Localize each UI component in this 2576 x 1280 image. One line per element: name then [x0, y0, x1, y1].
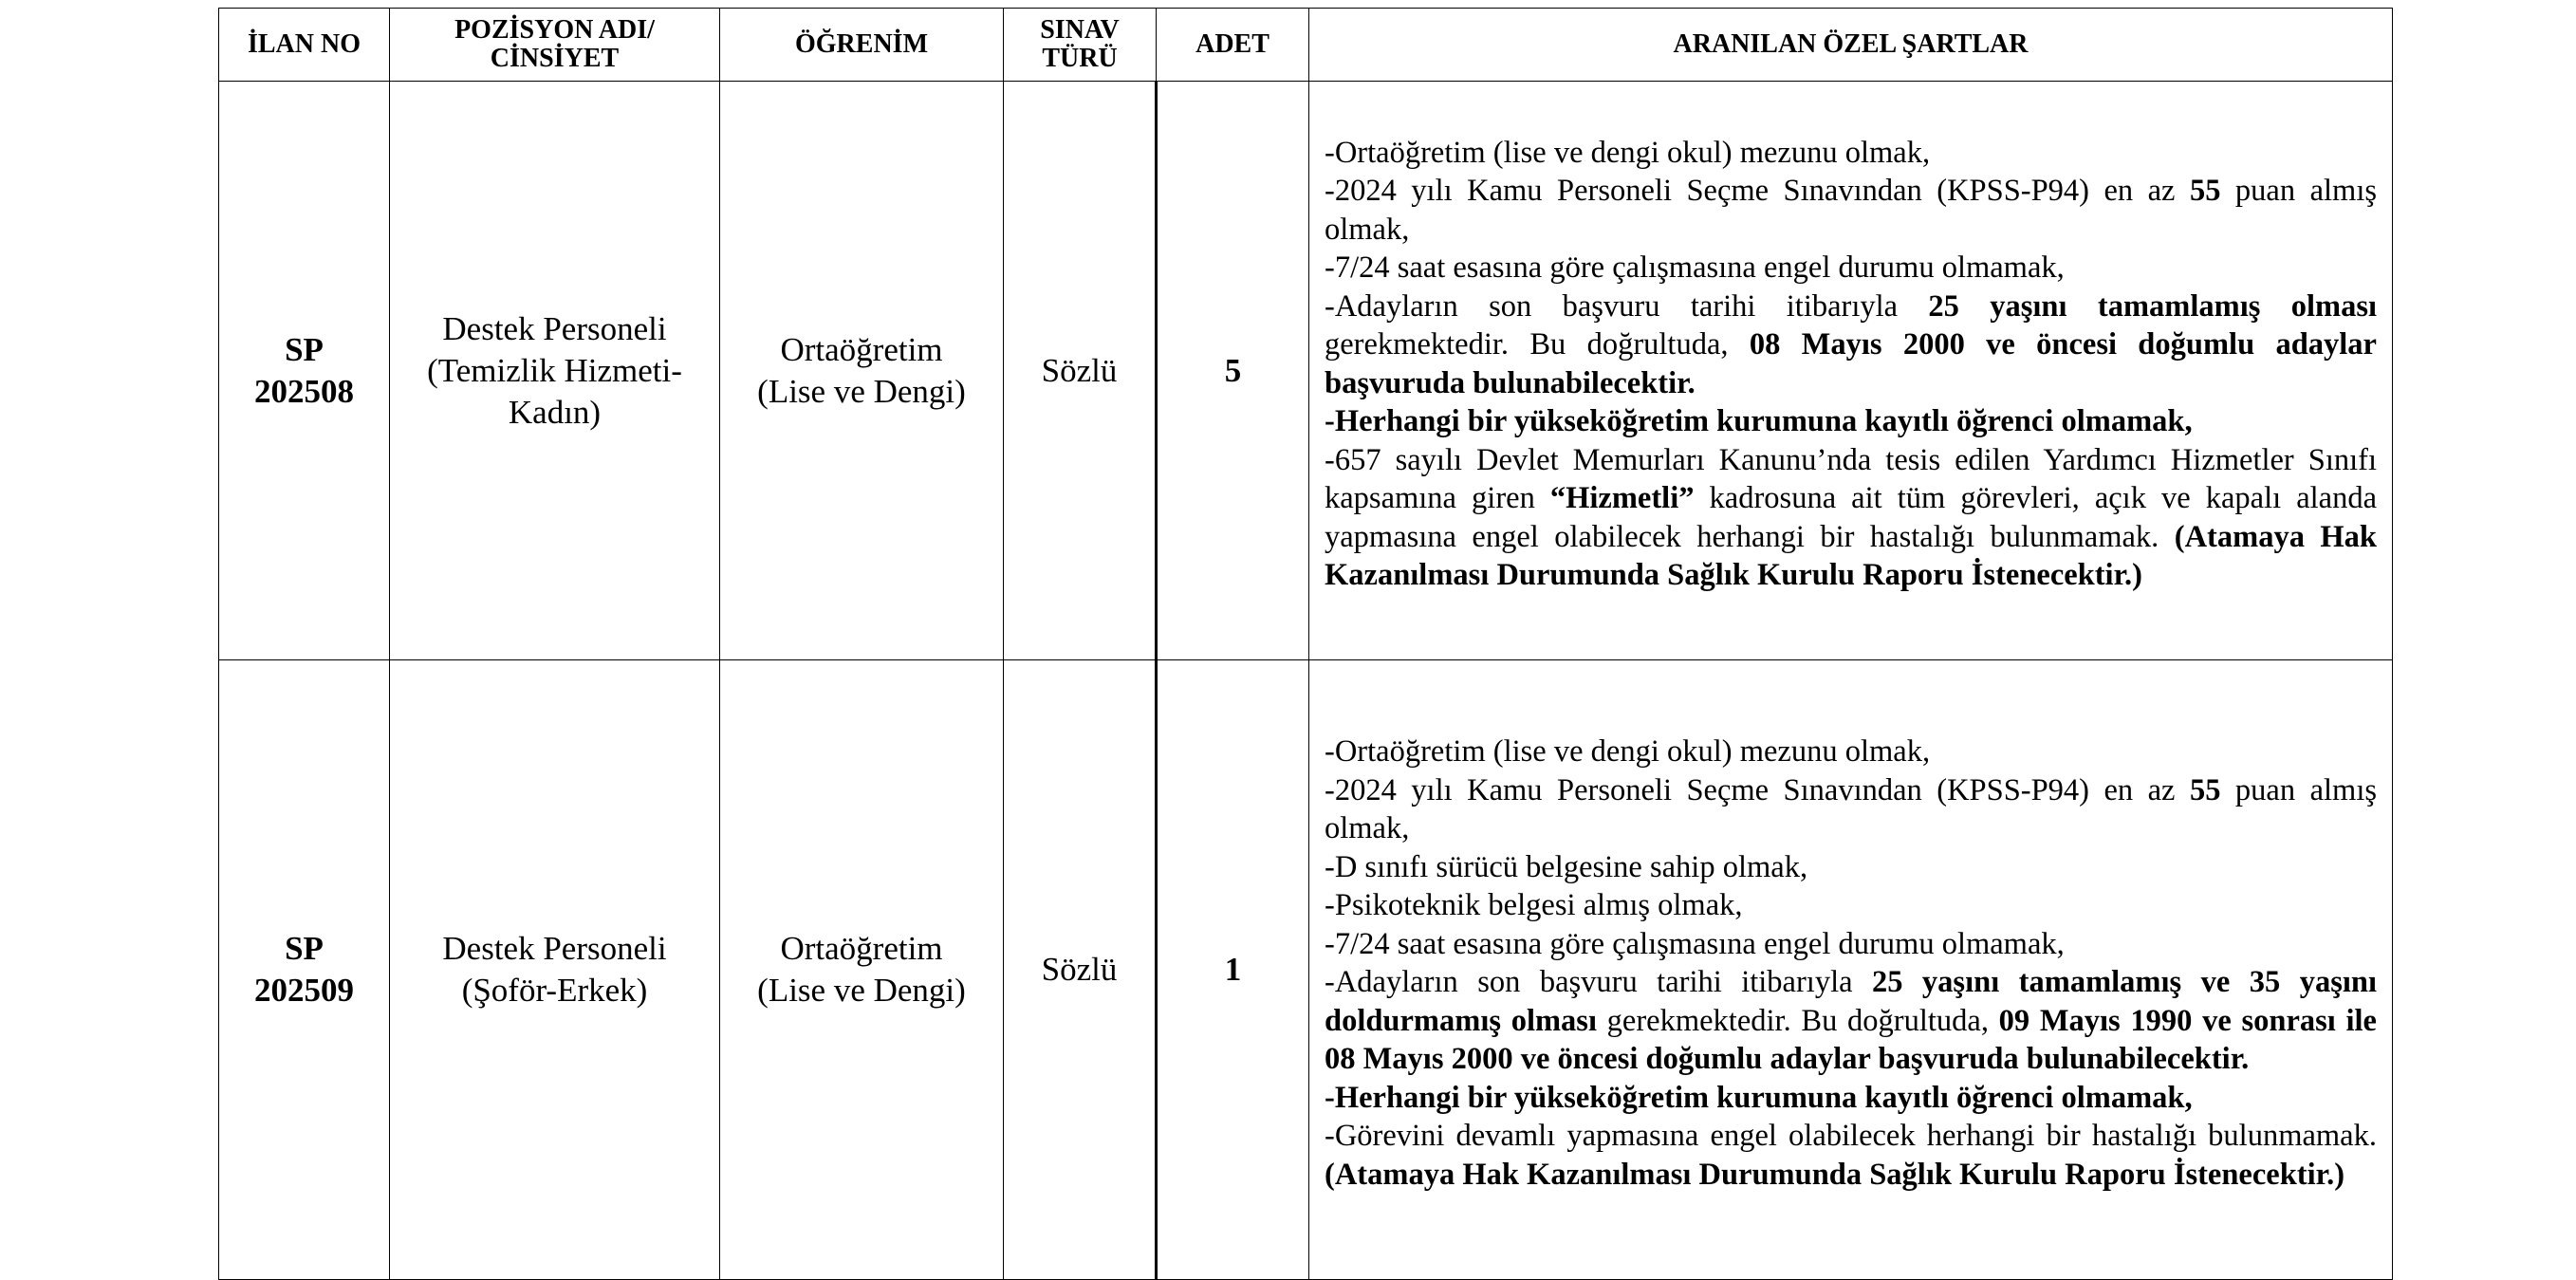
condition-text: -D sınıfı sürücü belgesine sahip olmak,	[1325, 849, 1808, 884]
condition-text: gerekmektedir. Bu doğrultuda,	[1596, 1003, 1999, 1038]
header-ogrenim	[720, 9, 1004, 82]
header-sinav-turu	[1004, 9, 1157, 82]
ogrenim-line1: Ortaöğretim	[780, 330, 943, 368]
condition-item	[1325, 441, 2377, 595]
condition-item	[1325, 733, 2377, 771]
condition-emphasis: 25 yaşını tamamlamış olması	[1928, 288, 2377, 324]
condition-item	[1325, 1117, 2377, 1194]
adet-value: 1	[1224, 951, 1242, 988]
pozisyon-line1: Destek Personeli	[442, 930, 667, 967]
adet-value: 5	[1224, 351, 1242, 389]
job-postings-table	[218, 8, 2393, 1280]
condition-text: -Adayların son başvuru tarihi itibarıyla	[1325, 288, 1929, 324]
table-row	[219, 660, 2393, 1280]
condition-text: -7/24 saat esasına göre çalışmasına engel durumu olmamak,	[1325, 926, 2065, 961]
condition-item	[1325, 848, 2377, 887]
ilan-no-number: 202509	[254, 972, 354, 1009]
condition-text: gerekmektedir. Bu doğrultuda,	[1325, 327, 1750, 362]
condition-item	[1325, 249, 2377, 288]
condition-item	[1325, 771, 2377, 848]
header-ogrenim-label: ÖĞRENİM	[795, 29, 928, 59]
ogrenim-line2: (Lise ve Dengi)	[757, 972, 966, 1009]
condition-text: -Adayların son başvuru tarihi itibarıyla	[1325, 965, 1872, 999]
pozisyon-line2: (Temizlik Hizmeti-	[427, 351, 682, 389]
ilan-no-number: 202508	[254, 372, 354, 410]
condition-emphasis: (Atamaya Hak Kazanılması Durumunda Sağlık Kurulu Raporu İstenecektir.)	[1325, 519, 2378, 592]
sinav-turu-cell	[1004, 660, 1157, 1280]
header-sartlar	[1309, 9, 2393, 82]
adet-cell	[1157, 82, 1309, 660]
condition-emphasis: 55	[2189, 174, 2221, 208]
ilan-no-prefix: SP	[285, 930, 324, 967]
pozisyon-line3: Kadın)	[508, 393, 602, 431]
ilan-no-cell	[219, 82, 390, 660]
header-sartlar-label: ARANILAN ÖZEL ŞARTLAR	[1673, 29, 2029, 59]
condition-emphasis: -Herhangi bir yükseköğretim kurumuna kayıtlı öğrenci olmamak,	[1325, 1080, 2193, 1115]
condition-item	[1325, 288, 2377, 403]
condition-item	[1325, 134, 2377, 173]
condition-text: -Ortaöğretim (lise ve dengi okul) mezunu olmak,	[1325, 135, 1931, 170]
condition-item	[1325, 963, 2377, 1079]
conditions-cell	[1309, 660, 2393, 1280]
pozisyon-cell	[390, 82, 720, 660]
table-header-row	[219, 9, 2393, 82]
condition-emphasis: “Hizmetli”	[1549, 481, 1695, 515]
header-pozisyon-line1: POZİSYON ADI/	[454, 15, 655, 45]
table-row	[219, 82, 2393, 660]
condition-text: kadrosuna ait tüm görevleri, açık ve kapalı alanda yapmasına engel olabilecek herhangi bir hastalığı bulunmamak.	[1325, 481, 2377, 554]
sinav-turu-value: Sözlü	[1041, 351, 1118, 389]
conditions-cell	[1309, 82, 2393, 660]
condition-text: puan almış olmak,	[1325, 174, 2377, 247]
ogrenim-line1: Ortaöğretim	[780, 930, 943, 967]
condition-text: -657 sayılı Devlet Memurları Kanunu’nda tesis edilen Yardımcı Hizmetler Sınıfı kapsamına giren	[1325, 442, 2377, 515]
condition-text: puan almış olmak,	[1325, 772, 2377, 845]
condition-emphasis: (Atamaya Hak Kazanılması Durumunda Sağlık Kurulu Raporu İstenecektir.)	[1325, 1157, 2345, 1192]
condition-emphasis: 55	[2189, 772, 2221, 807]
condition-item	[1325, 886, 2377, 925]
condition-text: -2024 yılı Kamu Personeli Seçme Sınavından (KPSS-P94) en az	[1325, 174, 2190, 208]
adet-cell	[1157, 660, 1309, 1280]
header-adet	[1157, 9, 1309, 82]
condition-item	[1325, 402, 2377, 441]
condition-text: -Görevini devamlı yapmasına engel olabilecek herhangi bir hastalığı bulunmamak.	[1325, 1119, 2377, 1153]
condition-item	[1325, 925, 2377, 964]
pozisyon-cell	[390, 660, 720, 1280]
ogrenim-cell	[720, 82, 1004, 660]
ilan-no-cell	[219, 660, 390, 1280]
header-pozisyon	[390, 9, 720, 82]
ogrenim-cell	[720, 660, 1004, 1280]
pozisyon-line1: Destek Personeli	[442, 309, 667, 347]
condition-text: -Psikoteknik belgesi almış olmak,	[1325, 888, 1743, 922]
header-ilan-no	[219, 9, 390, 82]
condition-item	[1325, 1079, 2377, 1118]
header-ilan-no-label: İLAN NO	[247, 29, 361, 59]
header-sinav-line1: SINAV	[1040, 15, 1120, 45]
header-pozisyon-line2: CİNSİYET	[490, 44, 620, 73]
condition-text: -7/24 saat esasına göre çalışmasına engel durumu olmamak,	[1325, 250, 2065, 285]
condition-text: -2024 yılı Kamu Personeli Seçme Sınavından (KPSS-P94) en az	[1325, 772, 2190, 807]
sinav-turu-cell	[1004, 82, 1157, 660]
condition-text: -Ortaöğretim (lise ve dengi okul) mezunu olmak,	[1325, 734, 1931, 769]
condition-emphasis: 09 Mayıs 1990 ve sonrası ile 08 Mayıs 2000 ve öncesi doğumlu adaylar başvuruda bulunabilecektir.	[1325, 1003, 2377, 1076]
condition-emphasis: 25 yaşını tamamlamış ve 35 yaşını doldurmamış olması	[1325, 965, 2377, 1038]
condition-item	[1325, 172, 2377, 249]
pozisyon-line2: (Şoför-Erkek)	[461, 972, 648, 1009]
condition-emphasis: 08 Mayıs 2000 ve öncesi doğumlu adaylar başvuruda bulunabilecektir.	[1325, 327, 2377, 400]
header-adet-label: ADET	[1195, 29, 1269, 59]
ogrenim-line2: (Lise ve Dengi)	[757, 372, 966, 410]
header-sinav-line2: TÜRÜ	[1042, 44, 1118, 73]
ilan-no-prefix: SP	[285, 330, 324, 368]
sinav-turu-value: Sözlü	[1041, 951, 1118, 988]
condition-emphasis: -Herhangi bir yükseköğretim kurumuna kayıtlı öğrenci olmamak,	[1325, 404, 2193, 438]
